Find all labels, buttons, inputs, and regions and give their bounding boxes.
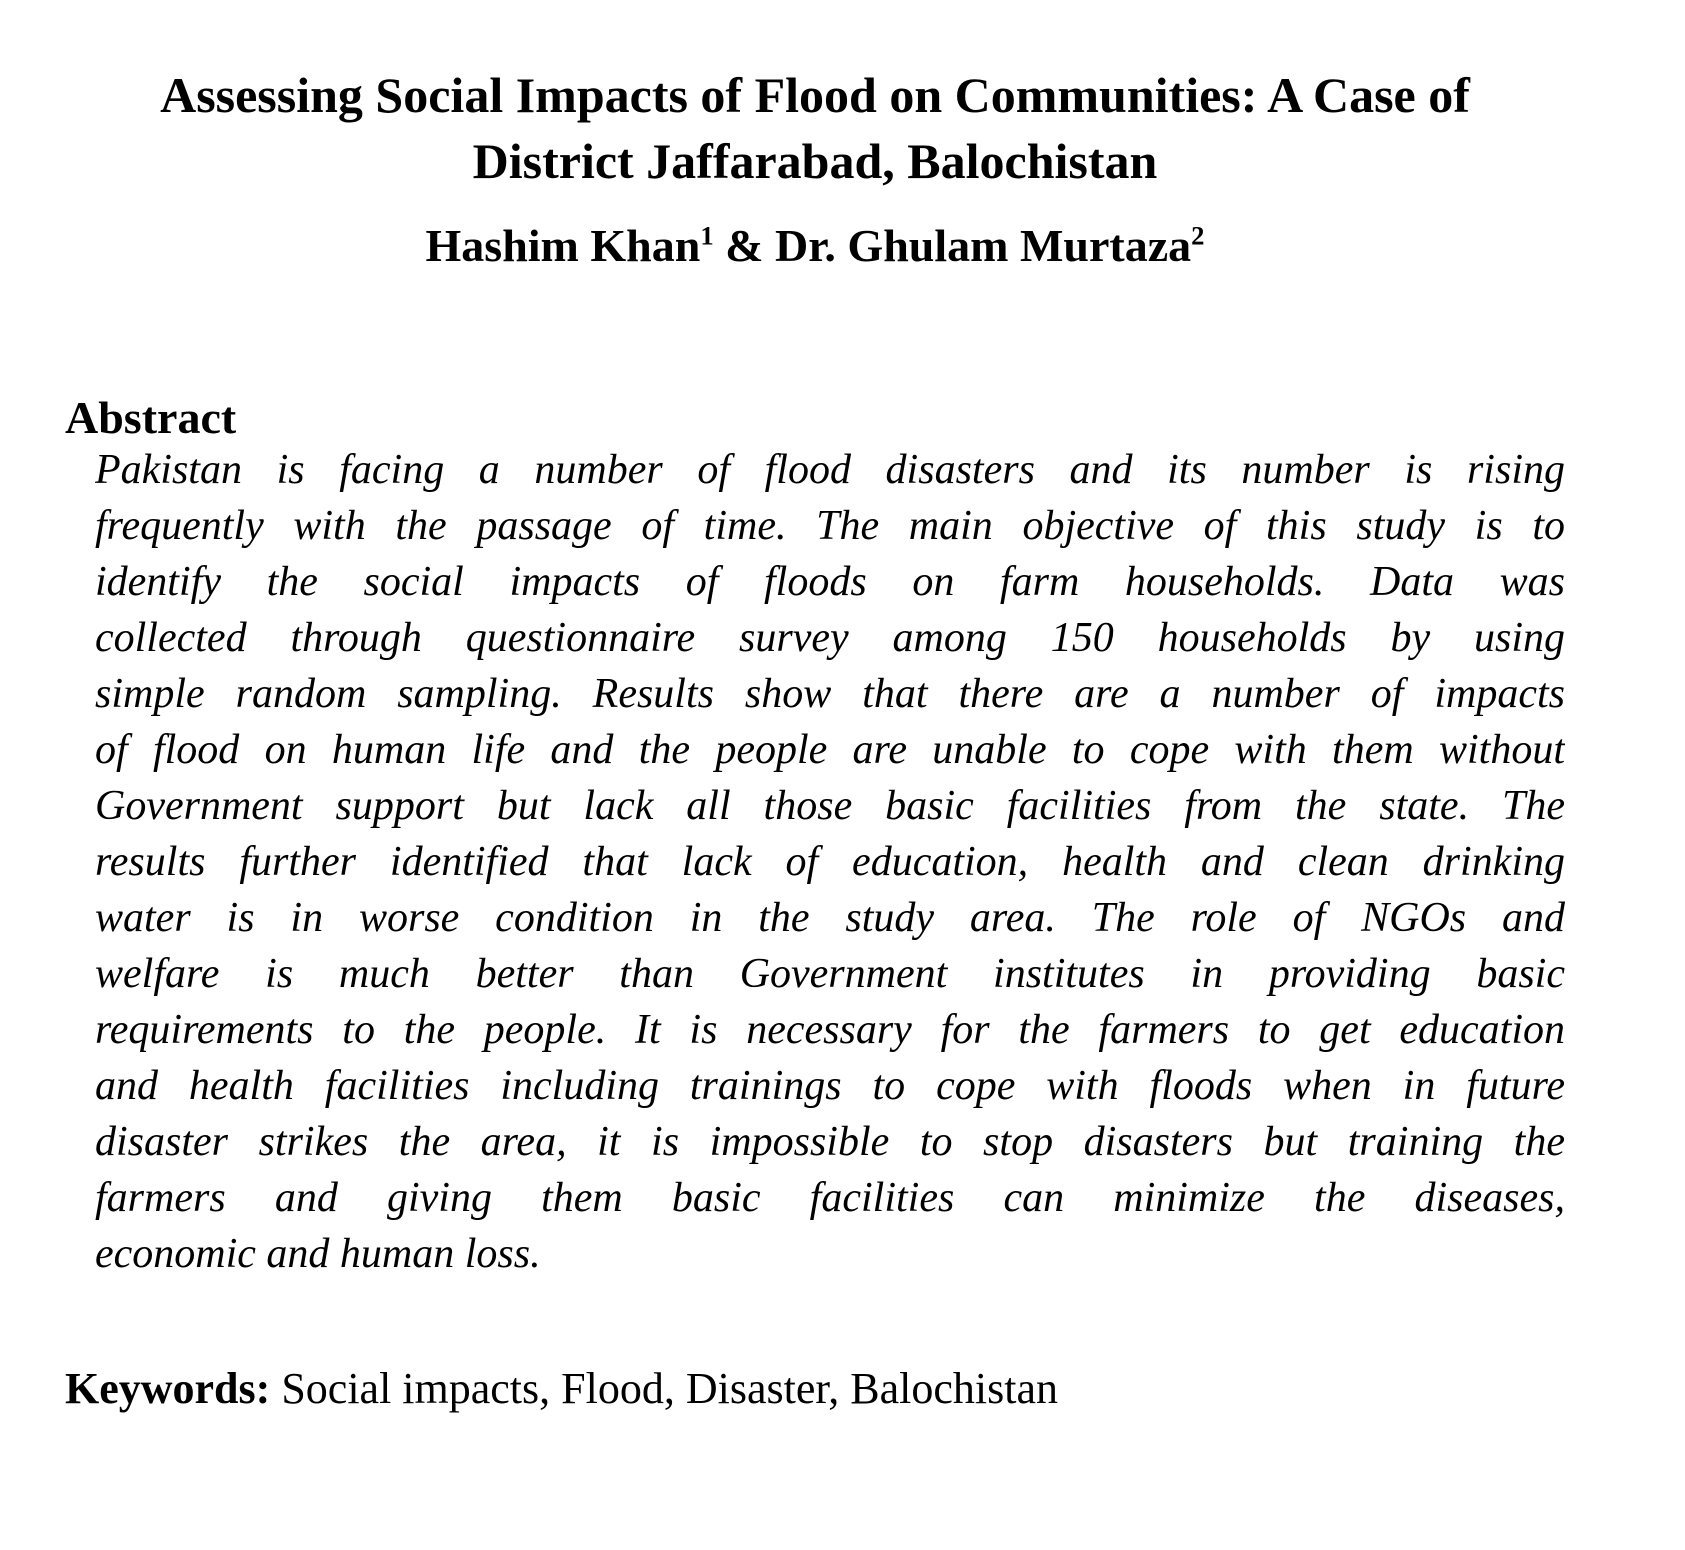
abstract-line: water is in worse condition in the study area. The role of NGOs and (95, 895, 1565, 941)
paper-title-line1: Assessing Social Impacts of Flood on Communities: A Case of (160, 67, 1470, 123)
keywords-line (65, 1362, 1565, 1416)
abstract-line: disaster strikes the area, it is impossible to stop disasters but training the (95, 1119, 1565, 1165)
author-2-affiliation-superscript: 2 (1191, 220, 1205, 251)
paper-title-line2: District Jaffarabad, Balochistan (472, 133, 1158, 189)
paper-title (65, 62, 1565, 194)
author-2-name: Dr. Ghulam Murtaza (775, 220, 1192, 271)
abstract-line: farmers and giving them basic facilities can minimize the diseases, (95, 1175, 1565, 1221)
keywords-label: Keywords: (65, 1364, 271, 1413)
keywords-value: Social impacts, Flood, Disaster, Balochistan (281, 1364, 1058, 1413)
abstract-line: and health facilities including trainings to cope with floods when in future (95, 1063, 1565, 1109)
abstract-line: results further identified that lack of education, health and clean drinking (95, 839, 1565, 885)
abstract-heading: Abstract (65, 392, 237, 443)
abstract-line: simple random sampling. Results show that there are a number of impacts (95, 671, 1565, 717)
abstract-line: identify the social impacts of floods on farm households. Data was (95, 559, 1565, 605)
author-1-name: Hashim Khan (425, 220, 701, 271)
abstract-paragraph (95, 442, 1565, 1282)
abstract-line: Pakistan is facing a number of flood disasters and its number is rising (95, 447, 1565, 493)
abstract-line: of flood on human life and the people are unable to cope with them without (95, 727, 1565, 773)
authors-line (65, 218, 1565, 274)
author-1-affiliation-superscript: 1 (700, 220, 714, 251)
abstract-line: frequently with the passage of time. The main objective of this study is to (95, 503, 1565, 549)
authors-separator: & (713, 220, 775, 271)
abstract-line: collected through questionnaire survey among 150 households by using (95, 615, 1565, 661)
abstract-line: Government support but lack all those basic facilities from the state. The (95, 783, 1565, 829)
abstract-line: economic and human loss. (95, 1231, 541, 1277)
abstract-line: requirements to the people. It is necessary for the farmers to get education (95, 1007, 1565, 1053)
abstract-line: welfare is much better than Government institutes in providing basic (95, 951, 1565, 997)
